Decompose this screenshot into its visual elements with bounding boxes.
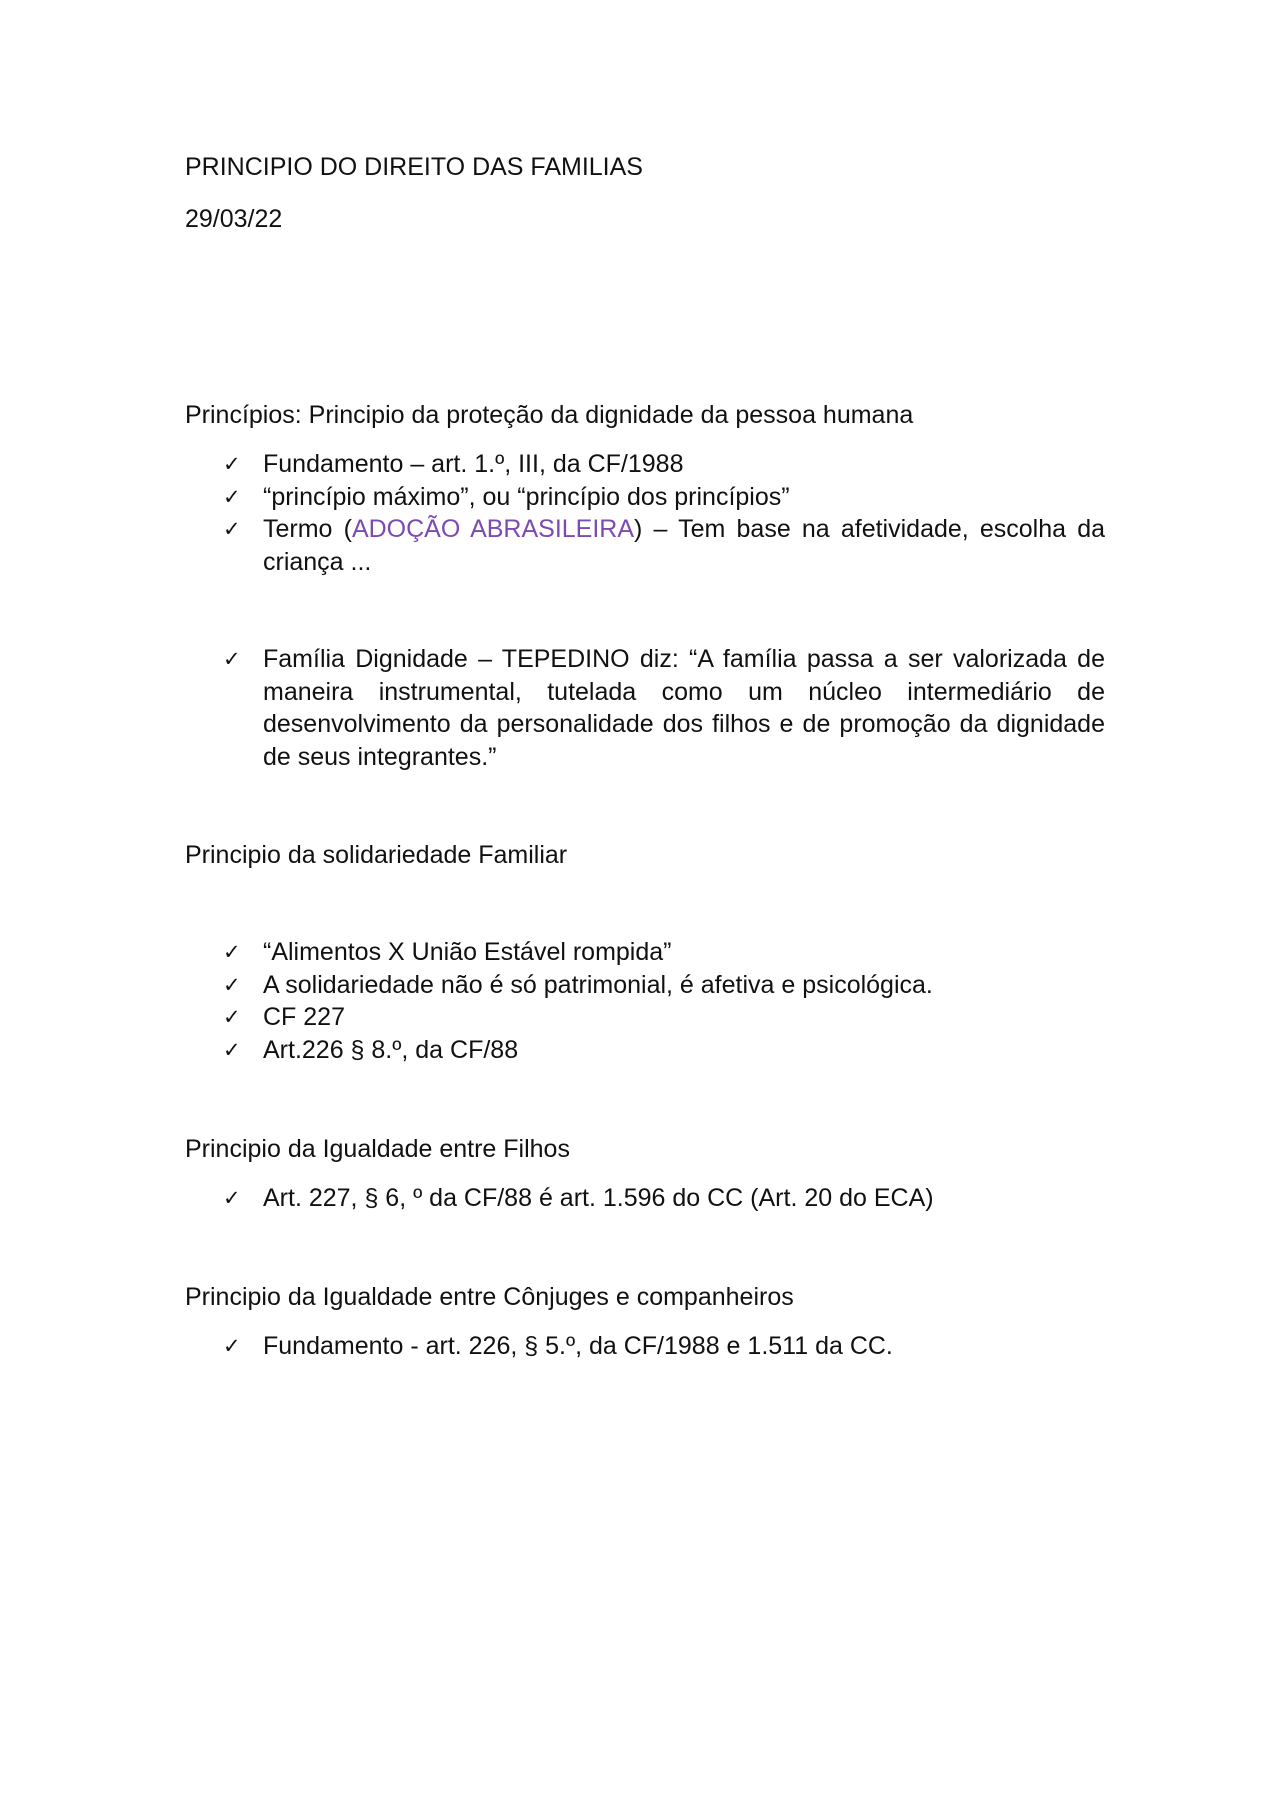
list-item-text: Fundamento – art. 1.º, III, da CF/1988 bbox=[263, 450, 684, 478]
section-heading-solidariedade: Principio da solidariedade Familiar bbox=[185, 841, 568, 869]
list-item bbox=[223, 936, 1105, 969]
check-mark-icon: ✓ bbox=[223, 972, 241, 997]
list-item-termo bbox=[223, 513, 1105, 578]
list-item bbox=[223, 481, 1105, 514]
bullet-list-tepedino bbox=[223, 643, 1105, 773]
section-heading-dignidade: Princípios: Principio da proteção da dignidade da pessoa humana bbox=[185, 401, 914, 429]
check-mark-icon: ✓ bbox=[223, 1186, 241, 1210]
list-item-text: CF 227 bbox=[263, 1003, 345, 1031]
list-item bbox=[223, 969, 1105, 1002]
bullet-list-solidariedade bbox=[223, 936, 1105, 1066]
list-item bbox=[223, 1034, 1105, 1067]
document-title: PRINCIPIO DO DIREITO DAS FAMILIAS bbox=[185, 153, 643, 181]
list-item-text: “Alimentos X União Estável rompida” bbox=[263, 938, 672, 966]
check-mark-icon: ✓ bbox=[223, 517, 241, 541]
check-mark-icon: ✓ bbox=[223, 484, 241, 509]
list-item-text: “princípio máximo”, ou “princípio dos princípios” bbox=[263, 482, 790, 511]
section-heading-igualdade-filhos: Principio da Igualdade entre Filhos bbox=[185, 1135, 570, 1163]
list-item bbox=[223, 1001, 1105, 1034]
check-mark-icon: ✓ bbox=[223, 1334, 241, 1358]
check-mark-icon: ✓ bbox=[223, 1037, 241, 1062]
check-mark-icon: ✓ bbox=[223, 940, 241, 964]
list-item-text: Art. 227, § 6, º da CF/88 é art. 1.596 do CC (Art. 20 do ECA) bbox=[263, 1184, 934, 1212]
section-heading-igualdade-conjuges: Principio da Igualdade entre Cônjuges e companheiros bbox=[185, 1283, 794, 1311]
check-mark-icon: ✓ bbox=[223, 1005, 241, 1029]
list-item-text: A solidariedade não é só patrimonial, é afetiva e psicológica. bbox=[263, 970, 933, 999]
termo-suffix: ) – Tem base na afetividade, escolha da criança ... bbox=[263, 515, 1106, 576]
termo-prefix: Termo ( bbox=[263, 515, 352, 543]
adocao-highlight: ADOÇÃO ABRASILEIRA bbox=[351, 515, 635, 543]
list-item bbox=[223, 1182, 1105, 1215]
list-item-text: Fundamento - art. 226, § 5.º, da CF/1988 e 1.511 da CC. bbox=[263, 1332, 893, 1360]
document-date: 29/03/22 bbox=[185, 205, 283, 233]
list-item-text: Art.226 § 8.º, da CF/88 bbox=[263, 1035, 519, 1064]
list-item bbox=[223, 1330, 1105, 1363]
check-mark-icon: ✓ bbox=[223, 452, 241, 476]
check-mark-icon: ✓ bbox=[223, 647, 241, 671]
list-item-tepedino-quote bbox=[223, 643, 1105, 773]
bullet-list-igualdade-conjuges bbox=[223, 1330, 1105, 1363]
quote-text: Família Dignidade – TEPEDINO diz: “A família passa a ser valorizada de maneira instrumental, tutelada como um núcleo intermediário de desenvolvimento da personalidade dos filhos e de promoção da dignidade de seus integrantes.” bbox=[263, 645, 1105, 771]
bullet-list-igualdade-filhos bbox=[223, 1182, 1105, 1215]
list-item bbox=[223, 448, 1105, 481]
bullet-list-dignidade bbox=[223, 448, 1105, 578]
